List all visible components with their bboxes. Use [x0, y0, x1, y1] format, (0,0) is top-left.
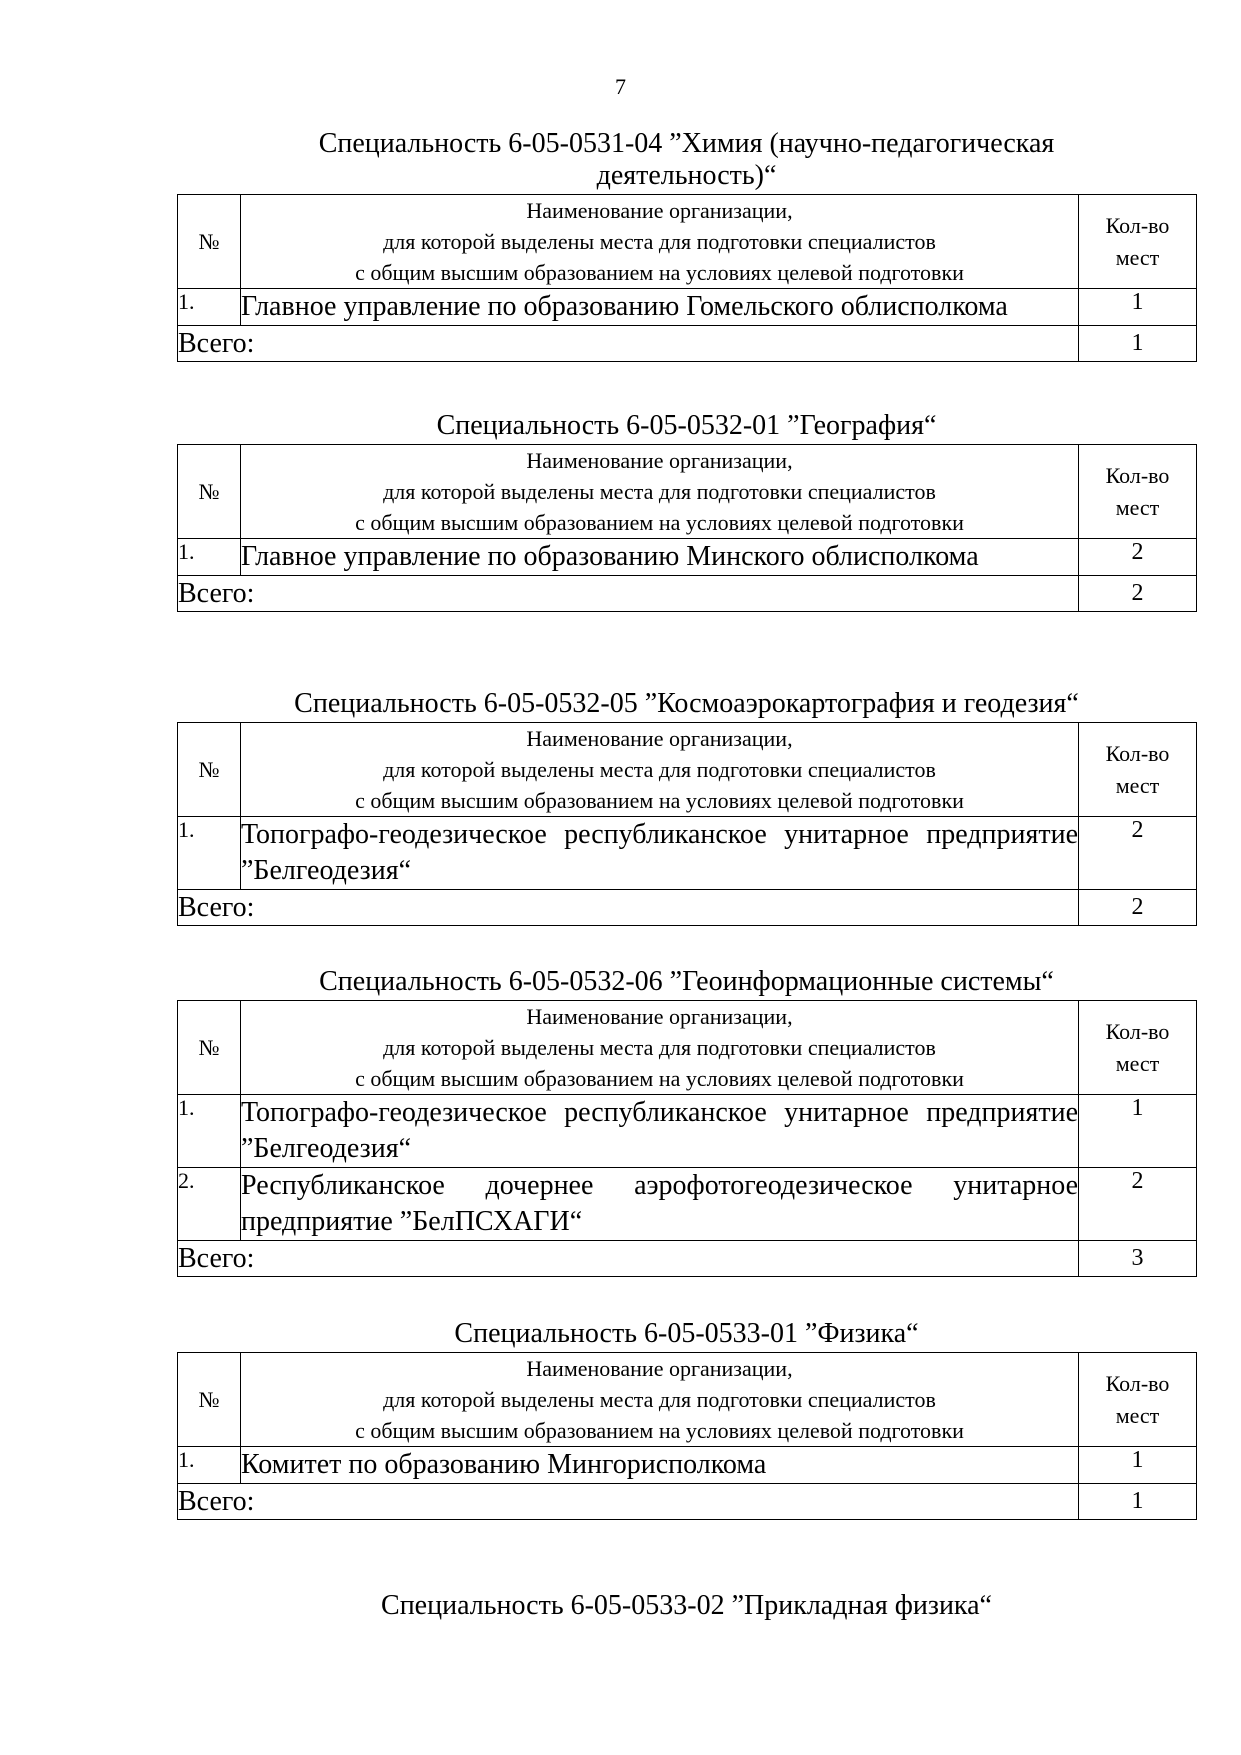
organization-name: Главное управление по образованию Гомельского облисполкома: [241, 289, 1079, 326]
specialty-section: [177, 410, 1196, 612]
header-name-line: для которой выделены места для подготовки специалистов: [383, 229, 936, 254]
table-row: [178, 289, 1197, 326]
header-organization-name: [241, 723, 1079, 817]
header-name-line: Наименование организации,: [526, 198, 793, 223]
header-name-line: Наименование организации,: [526, 448, 793, 473]
specialty-title: Специальность 6-05-0531-04 ”Химия (научно-педагогическая деятельность)“: [318, 128, 1055, 191]
table-header-row: [178, 1001, 1197, 1095]
header-quantity: [1079, 723, 1197, 817]
header-number: №: [178, 1001, 241, 1095]
total-count: 1: [1079, 1484, 1197, 1520]
row-number: 1.: [178, 539, 241, 576]
row-number: 2.: [178, 1168, 241, 1241]
header-name-line: с общим высшим образованием на условиях целевой подготовки: [355, 1066, 964, 1091]
total-count: 2: [1079, 890, 1197, 926]
header-name-line: для которой выделены места для подготовки специалистов: [383, 1035, 936, 1060]
specialty-title: Специальность 6-05-0533-01 ”Физика“: [454, 1318, 919, 1349]
total-label: Всего:: [178, 890, 1079, 926]
specialty-title: Специальность 6-05-0532-06 ”Геоинформационные системы“: [319, 966, 1054, 997]
organization-name: Топографо-геодезическое республиканское унитарное предприятие ”Белгеодезия“: [241, 1095, 1079, 1168]
header-qty-line: мест: [1115, 494, 1160, 520]
specialty-title: Специальность 6-05-0533-02 ”Прикладная физика“: [381, 1590, 992, 1621]
header-qty-line: Кол-во: [1105, 462, 1170, 488]
total-row: [178, 1484, 1197, 1520]
place-count: 1: [1079, 1447, 1197, 1484]
allocation-table: [177, 1000, 1197, 1277]
header-quantity: [1079, 195, 1197, 289]
allocation-table: [177, 194, 1197, 362]
row-number: 1.: [178, 1095, 241, 1168]
row-number: 1.: [178, 289, 241, 326]
total-label: Всего:: [178, 1484, 1079, 1520]
specialty-section: [177, 1318, 1196, 1520]
header-qty-line: Кол-во: [1105, 740, 1170, 766]
table-row: [178, 817, 1197, 890]
specialty-title: Специальность 6-05-0532-05 ”Космоаэрокартография и геодезия“: [294, 688, 1079, 719]
header-name-line: с общим высшим образованием на условиях целевой подготовки: [355, 260, 964, 285]
header-quantity: [1079, 445, 1197, 539]
header-name-line: Наименование организации,: [526, 1356, 793, 1381]
specialty-section: [177, 688, 1196, 926]
row-number: 1.: [178, 1447, 241, 1484]
header-name-line: Наименование организации,: [526, 1004, 793, 1029]
header-qty-line: мест: [1115, 772, 1160, 798]
header-number: №: [178, 723, 241, 817]
place-count: 1: [1079, 1095, 1197, 1168]
allocation-table: [177, 444, 1197, 612]
total-label: Всего:: [178, 326, 1079, 362]
total-label: Всего:: [178, 576, 1079, 612]
row-number: 1.: [178, 817, 241, 890]
organization-name: Республиканское дочернее аэрофотогеодезическое унитарное предприятие ”БелПСХАГИ“: [241, 1168, 1079, 1241]
header-qty-line: Кол-во: [1105, 1370, 1170, 1396]
total-row: [178, 326, 1197, 362]
table-header-row: [178, 445, 1197, 539]
table-header-row: [178, 1353, 1197, 1447]
header-name-line: с общим высшим образованием на условиях целевой подготовки: [355, 510, 964, 535]
header-organization-name: [241, 445, 1079, 539]
header-organization-name: [241, 195, 1079, 289]
header-name-line: с общим высшим образованием на условиях целевой подготовки: [355, 788, 964, 813]
table-row: [178, 1168, 1197, 1241]
place-count: 2: [1079, 817, 1197, 890]
header-number: №: [178, 445, 241, 539]
total-count: 1: [1079, 326, 1197, 362]
header-name-line: для которой выделены места для подготовки специалистов: [383, 479, 936, 504]
header-number: №: [178, 1353, 241, 1447]
allocation-table: [177, 722, 1197, 926]
header-organization-name: [241, 1001, 1079, 1095]
table-header-row: [178, 195, 1197, 289]
organization-name: Главное управление по образованию Минского облисполкома: [241, 539, 1079, 576]
total-count: 3: [1079, 1241, 1197, 1277]
header-name-line: для которой выделены места для подготовки специалистов: [383, 1387, 936, 1412]
place-count: 2: [1079, 539, 1197, 576]
header-organization-name: [241, 1353, 1079, 1447]
table-header-row: [178, 723, 1197, 817]
total-count: 2: [1079, 576, 1197, 612]
place-count: 1: [1079, 289, 1197, 326]
specialty-section: [177, 966, 1196, 1277]
total-label: Всего:: [178, 1241, 1079, 1277]
header-qty-line: Кол-во: [1105, 1018, 1170, 1044]
table-row: [178, 1095, 1197, 1168]
header-qty-line: мест: [1115, 1050, 1160, 1076]
header-qty-line: мест: [1115, 244, 1160, 270]
table-row: [178, 1447, 1197, 1484]
specialty-section: [177, 128, 1196, 362]
header-qty-line: Кол-во: [1105, 212, 1170, 238]
place-count: 2: [1079, 1168, 1197, 1241]
total-row: [178, 1241, 1197, 1277]
organization-name: Топографо-геодезическое республиканское унитарное предприятие ”Белгеодезия“: [241, 817, 1079, 890]
header-number: №: [178, 195, 241, 289]
allocation-table: [177, 1352, 1197, 1520]
header-quantity: [1079, 1001, 1197, 1095]
specialty-title: Специальность 6-05-0532-01 ”География“: [436, 410, 937, 441]
header-name-line: для которой выделены места для подготовки специалистов: [383, 757, 936, 782]
organization-name: Комитет по образованию Мингорисполкома: [241, 1447, 1079, 1484]
header-name-line: с общим высшим образованием на условиях целевой подготовки: [355, 1418, 964, 1443]
header-name-line: Наименование организации,: [526, 726, 793, 751]
table-row: [178, 539, 1197, 576]
total-row: [178, 890, 1197, 926]
page-number: 7: [615, 74, 626, 99]
header-quantity: [1079, 1353, 1197, 1447]
total-row: [178, 576, 1197, 612]
header-qty-line: мест: [1115, 1402, 1160, 1428]
